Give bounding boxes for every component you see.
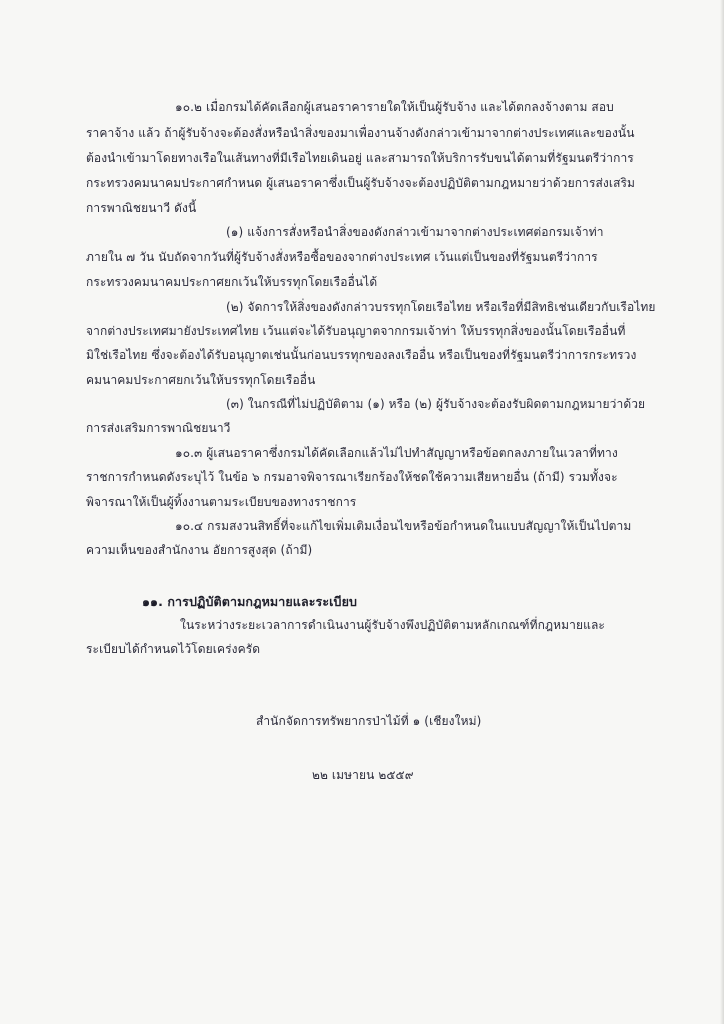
- scan-edge-shadow: [720, 0, 724, 1024]
- item-2-line-2: จากต่างประเทศมายังประเทศไทย เว้นแต่จะได้รับอนุญาตจากกรมเจ้าท่า ให้บรรทุกสิ่งของนั้นโดยเรืออื่นที่: [86, 324, 626, 338]
- item-1-line-3: กระทรวงคมนาคมประกาศยกเว้นให้บรรทุกโดยเรืออื่นได้: [86, 275, 378, 289]
- item-1-line-2: ภายใน ๗ วัน นับถัดจากวันที่ผู้รับจ้างสั่งหรือซื้อของจากต่างประเทศ เว้นแต่เป็นของที่รัฐมนตรีว่าการ: [86, 250, 598, 264]
- paragraph-10-3-line-2: ราชการกำหนดดังระบุไว้ ในข้อ ๖ กรมอาจพิจารณาเรียกร้องให้ชดใช้ความเสียหายอื่น (ถ้ามี) รวมทั้งจะ: [86, 470, 618, 484]
- item-2-line-1: (๒) จัดการให้สิ่งของดังกล่าวบรรทุกโดยเรือไทย หรือเรือที่มีสิทธิเช่นเดียวกับเรือไทย: [226, 300, 656, 314]
- paragraph-10-2-line-2: ราคาจ้าง แล้ว ถ้าผู้รับจ้างจะต้องสั่งหรือนำสิ่งของมาเพื่องานจ้างดังกล่าวเข้ามาจากต่างประเทศและของนั้น: [86, 126, 635, 140]
- paragraph-10-4-line-2: ความเห็นของสำนักงาน อัยการสูงสุด (ถ้ามี): [86, 543, 313, 557]
- paragraph-10-2-line-5: การพาณิชยนาวี ดังนี้: [86, 201, 197, 215]
- paragraph-10-2-line-3: ต้องนำเข้ามาโดยทางเรือในเส้นทางที่มีเรือไทยเดินอยู่ และสามารถให้บริการรับขนได้ตามที่รัฐมนตรีว่าการ: [86, 151, 634, 165]
- paragraph-10-3-line-1: ๑๐.๓ ผู้เสนอราคาซึ่งกรมได้คัดเลือกแล้วไม่ไปทำสัญญาหรือข้อตกลงภายในเวลาที่ทาง: [175, 446, 618, 460]
- paragraph-10-4-line-1: ๑๐.๔ กรมสงวนสิทธิ์ที่จะแก้ไขเพิ่มเติมเงื่อนไขหรือข้อกำหนดในแบบสัญญาให้เป็นไปตาม: [175, 519, 632, 533]
- paragraph-10-2-line-1: ๑๐.๒ เมื่อกรมได้คัดเลือกผู้เสนอราคารายใดให้เป็นผู้รับจ้าง และได้ตกลงจ้างตาม สอบ: [175, 100, 614, 114]
- section-11-line-1: ในระหว่างระยะเวลาการดำเนินงานผู้รับจ้างพึงปฏิบัติตามหลักเกณฑ์ที่กฎหมายและ: [180, 618, 605, 632]
- item-2-line-4: คมนาคมประกาศยกเว้นให้บรรทุกโดยเรืออื่น: [86, 373, 316, 387]
- issue-date: ๒๒ เมษายน ๒๕๕๙: [312, 768, 414, 782]
- section-11-line-2: ระเบียบได้กำหนดไว้โดยเคร่งครัด: [86, 642, 261, 656]
- paragraph-10-3-line-3: พิจารณาให้เป็นผู้ทิ้งงานตามระเบียบของทางราชการ: [86, 495, 357, 509]
- paragraph-10-2-line-4: กระทรวงคมนาคมประกาศกำหนด ผู้เสนอราคาซึ่งเป็นผู้รับจ้างจะต้องปฏิบัติตามกฎหมายว่าด้วยการส่งเสริม: [86, 176, 636, 190]
- issuing-office: สำนักจัดการทรัพยากรป่าไม้ที่ ๑ (เชียงใหม่): [256, 714, 482, 728]
- item-2-line-3: มิใช่เรือไทย ซึ่งจะต้องได้รับอนุญาตเช่นนั้นก่อนบรรทุกของลงเรืออื่น หรือเป็นของที่รัฐมนตรีว่าการกระทรวง: [86, 348, 637, 362]
- section-11-heading: ๑๑. การปฏิบัติตามกฎหมายและระเบียบ: [142, 594, 358, 609]
- item-3-line-1: (๓) ในกรณีที่ไม่ปฏิบัติตาม (๑) หรือ (๒) ผู้รับจ้างจะต้องรับผิดตามกฎหมายว่าด้วย: [226, 397, 646, 411]
- item-3-line-2: การส่งเสริมการพาณิชยนาวี: [86, 421, 231, 435]
- item-1-line-1: (๑) แจ้งการสั่งหรือนำสิ่งของดังกล่าวเข้ามาจากต่างประเทศต่อกรมเจ้าท่า: [226, 225, 604, 239]
